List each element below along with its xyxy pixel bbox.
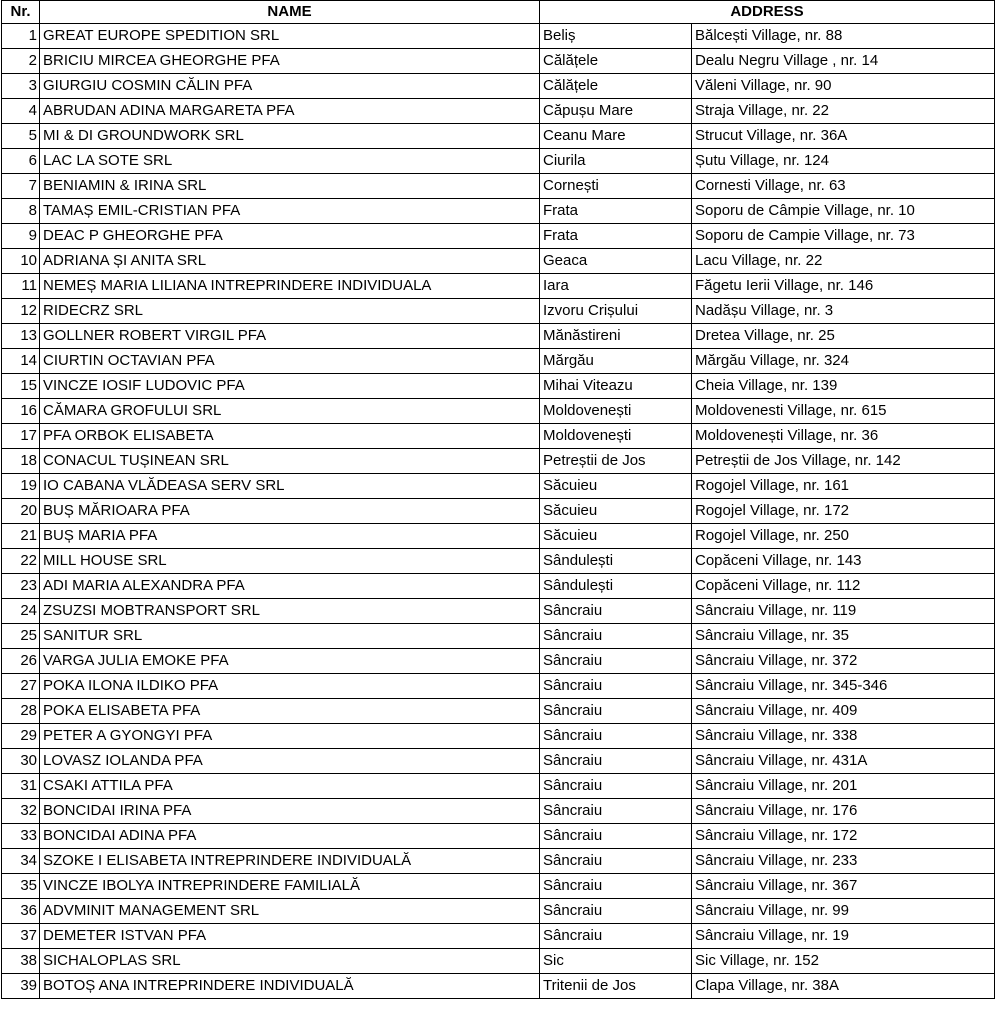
locality: Săcuieu <box>540 499 692 524</box>
address: Lacu Village, nr. 22 <box>692 249 995 274</box>
company-name: SANITUR SRL <box>40 624 540 649</box>
company-name: TAMAȘ EMIL-CRISTIAN PFA <box>40 199 540 224</box>
address: Moldovenesti Village, nr. 615 <box>692 399 995 424</box>
address: Rogojel Village, nr. 161 <box>692 474 995 499</box>
table-row <box>2 99 995 124</box>
address: Bălcești Village, nr. 88 <box>692 24 995 49</box>
locality: Sâncraiu <box>540 649 692 674</box>
locality: Tritenii de Jos <box>540 974 692 999</box>
row-number: 30 <box>2 749 40 774</box>
locality: Săcuieu <box>540 524 692 549</box>
locality: Geaca <box>540 249 692 274</box>
company-name: CSAKI ATTILA PFA <box>40 774 540 799</box>
row-number: 31 <box>2 774 40 799</box>
company-name: MILL HOUSE SRL <box>40 549 540 574</box>
table-row <box>2 449 995 474</box>
address: Moldovenești Village, nr. 36 <box>692 424 995 449</box>
table-row <box>2 349 995 374</box>
row-number: 21 <box>2 524 40 549</box>
company-name: IO CABANA VLĂDEASA SERV SRL <box>40 474 540 499</box>
company-name: CĂMARA GROFULUI SRL <box>40 399 540 424</box>
header-nr: Nr. <box>2 1 40 24</box>
company-name: ADRIANA ȘI ANITA SRL <box>40 249 540 274</box>
row-number: 1 <box>2 24 40 49</box>
locality: Sâncraiu <box>540 799 692 824</box>
locality: Mihai Viteazu <box>540 374 692 399</box>
locality: Sâncraiu <box>540 674 692 699</box>
address: Copăceni Village, nr. 143 <box>692 549 995 574</box>
locality: Iara <box>540 274 692 299</box>
row-number: 9 <box>2 224 40 249</box>
locality: Beliș <box>540 24 692 49</box>
header-address: ADDRESS <box>540 1 995 24</box>
table-row <box>2 124 995 149</box>
locality: Sâncraiu <box>540 874 692 899</box>
address: Sâncraiu Village, nr. 99 <box>692 899 995 924</box>
address: Făgetu Ierii Village, nr. 146 <box>692 274 995 299</box>
address: Sic Village, nr. 152 <box>692 949 995 974</box>
row-number: 19 <box>2 474 40 499</box>
row-number: 14 <box>2 349 40 374</box>
address: Dealu Negru Village , nr. 14 <box>692 49 995 74</box>
company-name: VINCZE IOSIF LUDOVIC PFA <box>40 374 540 399</box>
company-name: CONACUL TUȘINEAN SRL <box>40 449 540 474</box>
table-row <box>2 74 995 99</box>
address: Rogojel Village, nr. 250 <box>692 524 995 549</box>
locality: Ceanu Mare <box>540 124 692 149</box>
header-row <box>2 1 995 24</box>
row-number: 24 <box>2 599 40 624</box>
address: Straja Village, nr. 22 <box>692 99 995 124</box>
address: Cornesti Village, nr. 63 <box>692 174 995 199</box>
locality: Cornești <box>540 174 692 199</box>
row-number: 5 <box>2 124 40 149</box>
address: Sâncraiu Village, nr. 119 <box>692 599 995 624</box>
locality: Moldovenești <box>540 424 692 449</box>
row-number: 25 <box>2 624 40 649</box>
company-name: PFA ORBOK ELISABETA <box>40 424 540 449</box>
address: Văleni Village, nr. 90 <box>692 74 995 99</box>
row-number: 17 <box>2 424 40 449</box>
table-row <box>2 599 995 624</box>
row-number: 37 <box>2 924 40 949</box>
locality: Sâncraiu <box>540 699 692 724</box>
row-number: 39 <box>2 974 40 999</box>
table-row <box>2 899 995 924</box>
row-number: 36 <box>2 899 40 924</box>
locality: Sic <box>540 949 692 974</box>
row-number: 32 <box>2 799 40 824</box>
locality: Frata <box>540 224 692 249</box>
table-row <box>2 574 995 599</box>
company-name: VINCZE IBOLYA INTREPRINDERE FAMILIALĂ <box>40 874 540 899</box>
table-row <box>2 499 995 524</box>
row-number: 11 <box>2 274 40 299</box>
row-number: 29 <box>2 724 40 749</box>
locality: Mărgău <box>540 349 692 374</box>
company-name: DEMETER ISTVAN PFA <box>40 924 540 949</box>
company-name: POKA ELISABETA PFA <box>40 699 540 724</box>
row-number: 26 <box>2 649 40 674</box>
address: Șutu Village, nr. 124 <box>692 149 995 174</box>
locality: Sâncraiu <box>540 749 692 774</box>
row-number: 18 <box>2 449 40 474</box>
table-row <box>2 424 995 449</box>
table-row <box>2 849 995 874</box>
row-number: 12 <box>2 299 40 324</box>
table-row <box>2 249 995 274</box>
company-name: SZOKE I ELISABETA INTREPRINDERE INDIVIDUALĂ <box>40 849 540 874</box>
address: Sâncraiu Village, nr. 372 <box>692 649 995 674</box>
table-row <box>2 699 995 724</box>
table-row <box>2 374 995 399</box>
company-name: SICHALOPLAS SRL <box>40 949 540 974</box>
locality: Sâncraiu <box>540 849 692 874</box>
company-name: RIDECRZ SRL <box>40 299 540 324</box>
address: Sâncraiu Village, nr. 367 <box>692 874 995 899</box>
company-name: POKA ILONA ILDIKO PFA <box>40 674 540 699</box>
row-number: 16 <box>2 399 40 424</box>
company-name: GREAT EUROPE SPEDITION SRL <box>40 24 540 49</box>
row-number: 4 <box>2 99 40 124</box>
address: Sâncraiu Village, nr. 19 <box>692 924 995 949</box>
table-row <box>2 874 995 899</box>
table-row <box>2 324 995 349</box>
company-name: BRICIU MIRCEA GHEORGHE PFA <box>40 49 540 74</box>
company-name: ZSUZSI MOBTRANSPORT SRL <box>40 599 540 624</box>
locality: Sândulești <box>540 574 692 599</box>
row-number: 2 <box>2 49 40 74</box>
table-row <box>2 149 995 174</box>
address: Sâncraiu Village, nr. 345-346 <box>692 674 995 699</box>
locality: Mănăstireni <box>540 324 692 349</box>
address: Soporu de Campie Village, nr. 73 <box>692 224 995 249</box>
address: Sâncraiu Village, nr. 338 <box>692 724 995 749</box>
company-name: PETER A GYONGYI PFA <box>40 724 540 749</box>
companies-table <box>1 0 995 999</box>
table-body <box>2 24 995 999</box>
company-name: BONCIDAI IRINA PFA <box>40 799 540 824</box>
locality: Sâncraiu <box>540 774 692 799</box>
address: Sâncraiu Village, nr. 172 <box>692 824 995 849</box>
row-number: 7 <box>2 174 40 199</box>
address: Dretea Village, nr. 25 <box>692 324 995 349</box>
company-name: BOTOȘ ANA INTREPRINDERE INDIVIDUALĂ <box>40 974 540 999</box>
company-name: BENIAMIN & IRINA SRL <box>40 174 540 199</box>
company-name: LAC LA SOTE SRL <box>40 149 540 174</box>
locality: Sâncraiu <box>540 924 692 949</box>
row-number: 35 <box>2 874 40 899</box>
address: Copăceni Village, nr. 112 <box>692 574 995 599</box>
address: Sâncraiu Village, nr. 233 <box>692 849 995 874</box>
table-row <box>2 274 995 299</box>
table-row <box>2 174 995 199</box>
table-row <box>2 724 995 749</box>
table-row <box>2 224 995 249</box>
table-row <box>2 49 995 74</box>
locality: Călățele <box>540 49 692 74</box>
company-name: BONCIDAI ADINA PFA <box>40 824 540 849</box>
table-row <box>2 949 995 974</box>
address: Sâncraiu Village, nr. 201 <box>692 774 995 799</box>
row-number: 38 <box>2 949 40 974</box>
address: Soporu de Câmpie Village, nr. 10 <box>692 199 995 224</box>
table-row <box>2 674 995 699</box>
row-number: 13 <box>2 324 40 349</box>
table-row <box>2 799 995 824</box>
company-name: CIURTIN OCTAVIAN PFA <box>40 349 540 374</box>
company-name: GIURGIU COSMIN CĂLIN PFA <box>40 74 540 99</box>
table-row <box>2 474 995 499</box>
company-name: GOLLNER ROBERT VIRGIL PFA <box>40 324 540 349</box>
address: Mărgău Village, nr. 324 <box>692 349 995 374</box>
locality: Sâncraiu <box>540 824 692 849</box>
address: Sâncraiu Village, nr. 409 <box>692 699 995 724</box>
row-number: 22 <box>2 549 40 574</box>
company-name: ADI MARIA ALEXANDRA PFA <box>40 574 540 599</box>
locality: Sâncraiu <box>540 724 692 749</box>
table-row <box>2 399 995 424</box>
locality: Frata <box>540 199 692 224</box>
address: Sâncraiu Village, nr. 431A <box>692 749 995 774</box>
table-row <box>2 24 995 49</box>
row-number: 23 <box>2 574 40 599</box>
row-number: 34 <box>2 849 40 874</box>
locality: Sândulești <box>540 549 692 574</box>
company-name: NEMEȘ MARIA LILIANA INTREPRINDERE INDIVIDUALA <box>40 274 540 299</box>
locality: Sâncraiu <box>540 899 692 924</box>
company-name: BUȘ MARIA PFA <box>40 524 540 549</box>
row-number: 27 <box>2 674 40 699</box>
table-row <box>2 624 995 649</box>
company-name: VARGA JULIA EMOKE PFA <box>40 649 540 674</box>
address: Petreștii de Jos Village, nr. 142 <box>692 449 995 474</box>
table-row <box>2 824 995 849</box>
address: Strucut Village, nr. 36A <box>692 124 995 149</box>
row-number: 6 <box>2 149 40 174</box>
row-number: 28 <box>2 699 40 724</box>
address: Sâncraiu Village, nr. 176 <box>692 799 995 824</box>
row-number: 3 <box>2 74 40 99</box>
locality: Moldovenești <box>540 399 692 424</box>
locality: Sâncraiu <box>540 624 692 649</box>
company-name: ADVMINIT MANAGEMENT SRL <box>40 899 540 924</box>
table-row <box>2 549 995 574</box>
address: Clapa Village, nr. 38A <box>692 974 995 999</box>
locality: Izvoru Crișului <box>540 299 692 324</box>
address: Rogojel Village, nr. 172 <box>692 499 995 524</box>
row-number: 33 <box>2 824 40 849</box>
header-name: NAME <box>40 1 540 24</box>
company-name: DEAC P GHEORGHE PFA <box>40 224 540 249</box>
table-row <box>2 924 995 949</box>
company-name: LOVASZ IOLANDA PFA <box>40 749 540 774</box>
company-name: MI & DI GROUNDWORK SRL <box>40 124 540 149</box>
row-number: 20 <box>2 499 40 524</box>
locality: Ciurila <box>540 149 692 174</box>
table-row <box>2 299 995 324</box>
locality: Căpușu Mare <box>540 99 692 124</box>
locality: Săcuieu <box>540 474 692 499</box>
row-number: 15 <box>2 374 40 399</box>
address: Nadășu Village, nr. 3 <box>692 299 995 324</box>
locality: Călățele <box>540 74 692 99</box>
table-row <box>2 524 995 549</box>
locality: Petreștii de Jos <box>540 449 692 474</box>
table-row <box>2 974 995 999</box>
address: Sâncraiu Village, nr. 35 <box>692 624 995 649</box>
address: Cheia Village, nr. 139 <box>692 374 995 399</box>
company-name: ABRUDAN ADINA MARGARETA PFA <box>40 99 540 124</box>
table-row <box>2 774 995 799</box>
locality: Sâncraiu <box>540 599 692 624</box>
row-number: 10 <box>2 249 40 274</box>
table-row <box>2 199 995 224</box>
table-row <box>2 749 995 774</box>
company-name: BUȘ MĂRIOARA PFA <box>40 499 540 524</box>
table-row <box>2 649 995 674</box>
row-number: 8 <box>2 199 40 224</box>
